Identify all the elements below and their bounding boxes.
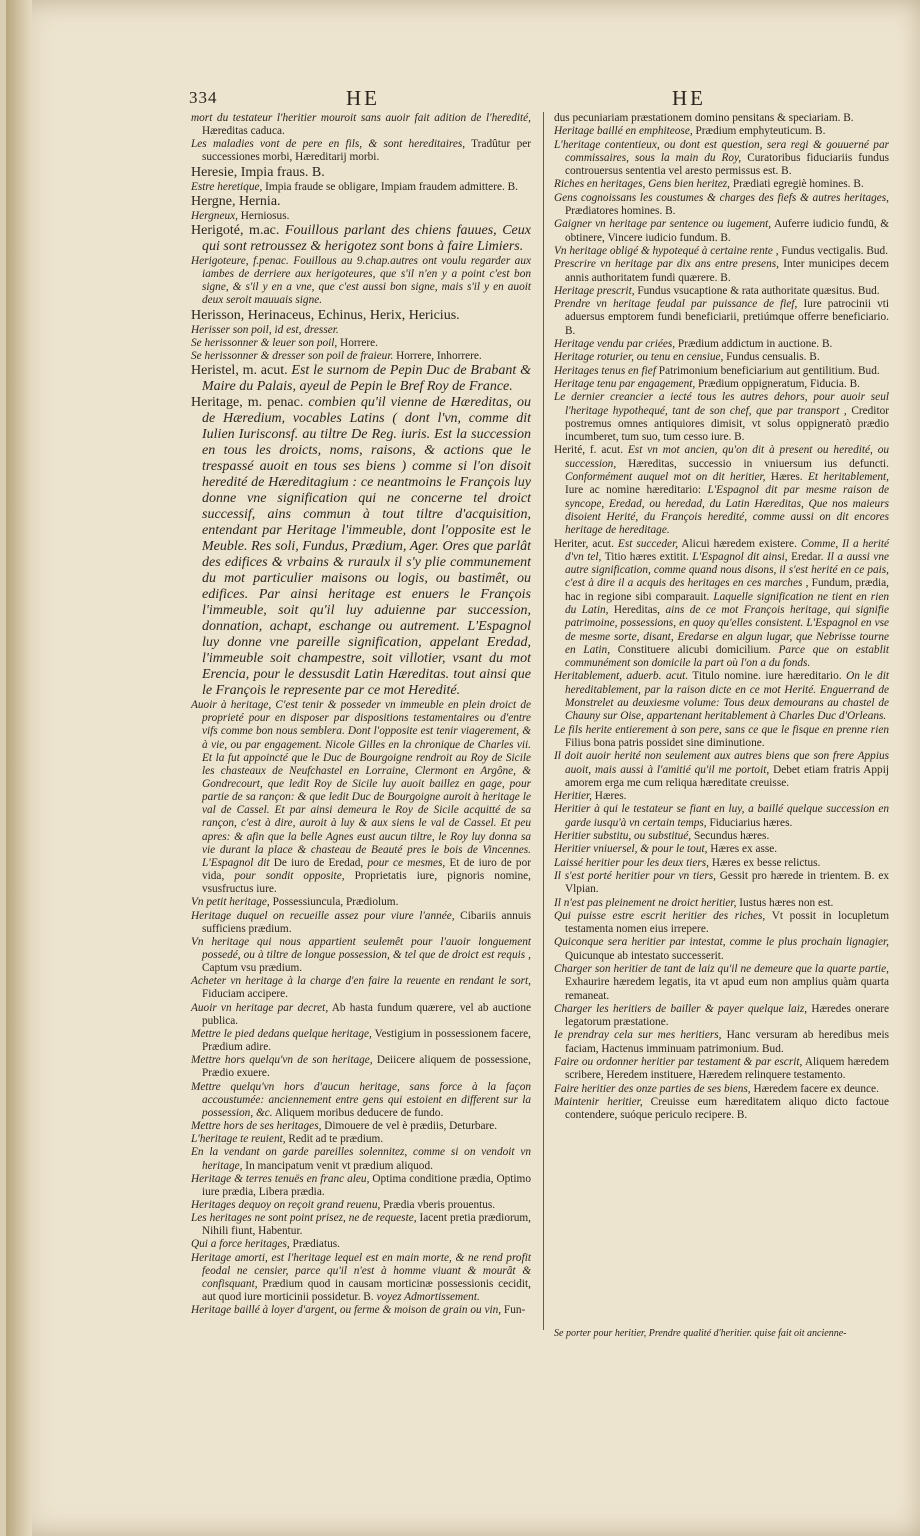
french-text: Heritage roturier, ou tenu en censiue, — [554, 351, 724, 364]
dictionary-entry — [191, 699, 531, 896]
french-text: Quiconque sera heritier par intestat, comme le plus prochain lignagier, — [554, 936, 889, 949]
french-text: Heritage baillé en emphiteose, — [554, 125, 693, 138]
dictionary-entry — [191, 936, 531, 975]
latin-text: Creuisse eum hæreditatem aliquo dicto factoue contendere, suóque periculo recipere. B. — [565, 1095, 889, 1122]
french-text: Herigoteure, f.penac. Fouillous au 9.chap.autres ont voulu regarder aux iambes de derriere aux herigoteures, que s'il n'en y a point c'est bon signe, & s'il y en a vne, que c'est aussi bon signe, mais s'il y en auoit deux seroit mauuais signe. — [191, 254, 531, 307]
latin-text: Dimouere de vel è prædiis, Deturbare. — [321, 1120, 498, 1133]
latin-text: Prædiati egregiè homines. B. — [730, 178, 864, 191]
running-head-left: HE — [346, 86, 380, 110]
french-text: Les maladies vont de pere en fils, & sont hereditaires, — [191, 138, 466, 151]
latin-text: Cibariis annuis sufficiens prædium. — [202, 909, 532, 935]
french-text: Vn petit heritage, — [191, 896, 270, 909]
latin-text: Iure ac nomine hæreditario: — [565, 484, 708, 497]
dictionary-entry — [191, 1081, 531, 1120]
dictionary-entry — [191, 1304, 531, 1317]
latin-text: Herisson, Herinaceus, Echinus, Herix, Hericius. — [191, 307, 460, 323]
latin-text: Tradûtur per successiones morbi, Hæreditarij morbi. — [202, 138, 531, 164]
french-text: Heritages tenus en fief — [554, 364, 656, 377]
latin-text: Horrere. — [337, 336, 379, 349]
dictionary-entry — [554, 870, 889, 897]
french-text: Est vn mot ancien, qu'on dit à present ou heredité, ou succession, — [565, 444, 890, 470]
dictionary-entry — [191, 181, 531, 194]
french-text: On le dit hereditablement, par la raison dicte en ce mot Herité. Enguerrand de Monstrelet au deuxiesme volume: Tous deux demourans au chastel de Chauny sur Oise, appartenant heritablement à Charles Duc d'Orleans. — [565, 670, 889, 723]
dictionary-entry — [554, 843, 889, 856]
french-text: Heritage prescrit, — [554, 284, 635, 297]
dictionary-entry — [554, 112, 889, 125]
french-text: En la vendant on garde pareilles solennitez, comme si on vendoit vn heritage, — [191, 1146, 531, 1172]
french-text: Heritier vniuersel, & pour le tout, — [554, 843, 708, 856]
french-text: Heritier, — [554, 790, 592, 803]
dictionary-entry — [554, 910, 889, 937]
latin-text: Alicui hæredem existere. — [678, 537, 801, 550]
french-text: Faire ou ordonner heritier par testament & par escrit, — [554, 1056, 803, 1069]
dictionary-entry — [554, 750, 889, 790]
french-text: Herisser son poil, id est, dresser. — [191, 323, 339, 336]
dictionary-entry — [554, 444, 889, 537]
french-text: Parce que on establit communément son domicile la part où l'on a du fonds. — [565, 643, 889, 670]
latin-text: Prædia vberis prouentus. — [380, 1198, 496, 1211]
french-text: Les heritages ne sont point prisez, ne de requeste, — [191, 1212, 417, 1225]
french-text: Heritages dequoy on reçoit grand reuenu, — [191, 1198, 381, 1211]
latin-text: Aliquem moribus deducere de fundo. — [272, 1106, 444, 1119]
dictionary-entry — [554, 192, 889, 219]
french-text: L'Espagnol dit ainsi, — [692, 550, 788, 563]
latin-text: Debet etiam fratris Appij amorem erga me cum reliqua hæreditate creuisse. — [565, 763, 889, 789]
latin-text: Filius bona patris possidet sine diminutione. — [565, 736, 765, 749]
french-text: Le dernier creancier a iecté tous les autres dehors, pour auoir seul l'heritage hypothequé, tant de son chef, que par transport , — [554, 391, 889, 417]
right-column — [554, 112, 889, 1123]
french-text: ains de ce mot François heritage, qui signifie patrimoine, possessions, en quoy qu'elles consistent. L'Espagnol en vse de mesme sorte, disant, Eredarse en algun lugar, que Nebrisse tourne en Latin, — [565, 603, 890, 656]
dictionary-entry — [191, 1120, 531, 1133]
latin-text: Exhaurire hæredem legatis, ita vt apud eum non amplius quàm quarta remaneat. — [565, 976, 889, 1002]
dictionary-entry — [554, 1029, 889, 1056]
french-text: Se herissonner & leuer son poil, — [191, 336, 338, 349]
french-text: Acheter vn heritage à la charge d'en faire la reuente en rendant le sort, — [191, 975, 531, 988]
dictionary-entry — [554, 1083, 889, 1096]
french-text: Auoir vn heritage par decret, — [191, 1001, 329, 1014]
french-text: Riches en heritages, Gens bien heritez, — [554, 178, 731, 191]
french-text: Laquelle signification ne tient en rien du Latin, — [565, 590, 889, 616]
latin-text: Hæredes onerare legatorum præstatione. — [565, 1002, 889, 1029]
french-text: voyez Admortissement. — [376, 1291, 480, 1304]
latin-text: Possessiuncula, Prædiolum. — [269, 896, 399, 909]
dictionary-entry — [554, 538, 889, 671]
dictionary-entry — [554, 963, 889, 1003]
dictionary-entry — [191, 1002, 531, 1028]
french-text: Il a aussi vne autre signification, comme quand nous disons, il s'est herité en ce pais, c'est à dire il a acquis des heritages en ces marches , — [565, 550, 890, 590]
latin-text: Deiicere aliquem de possessione, Prædio exuere. — [202, 1054, 531, 1080]
latin-text: Vt possit in locupletum testamenta nomen eius irrepere. — [565, 909, 889, 936]
french-text: mort du testateur l'heritier mouroit sans auoir fait adition de l'heredité, — [191, 112, 531, 124]
french-text: Et heritablement, — [808, 471, 890, 484]
latin-text: Impia fraude se obligare, Impiam fraudem admittere. B. — [262, 180, 518, 193]
dictionary-entry — [191, 1199, 531, 1212]
latin-text: Fiduciam accipere. — [202, 988, 288, 1001]
book-page — [6, 0, 920, 1536]
latin-text: Iacent pretia prædiorum, Nihili fiunt, Habentur. — [202, 1212, 531, 1238]
latin-text: Prædium oppigneratum, Fiducia. B. — [695, 377, 860, 390]
latin-text: Gessit pro hærede in trientem. B. ex Vlpian. — [565, 869, 889, 896]
dictionary-entry — [191, 975, 531, 1001]
french-text: L'heritage contentieux, ou dont est question, sera regi & gouuerné par commissaires, sous la main du Roy, — [554, 138, 889, 164]
latin-text: Creditor postremus omnes antiquiores dimisit, vt solus oppigneratò prædio incumberet, tum suo, tum cesso iure. B. — [565, 404, 889, 444]
latin-text: Hæredem facere ex deunce. — [750, 1082, 879, 1095]
latin-text: Hæres ex asse. — [707, 843, 778, 856]
dictionary-entry — [554, 1056, 889, 1083]
french-text: Prendre vn heritage feudal par puissance de fief, — [554, 298, 798, 311]
latin-text: Quicunque ab intestato successerit. — [565, 949, 724, 962]
latin-text: Fun- — [501, 1304, 526, 1317]
french-text: Hergneux, — [191, 209, 238, 222]
latin-text: Iustus hæres non est. — [736, 896, 834, 909]
dictionary-entry — [554, 790, 889, 803]
latin-text: Titulo nomine. iure hæreditario. — [688, 670, 847, 683]
dictionary-entry — [554, 670, 889, 723]
dictionary-entry — [554, 351, 889, 364]
latin-text: Curatoribus fiduciariis fundus controuersus sententia vel aresto permissus est. B. — [565, 151, 889, 178]
dictionary-entry — [191, 255, 531, 308]
latin-text: Proprietatis iure, pignoris nomine, vsusfructus iure. — [202, 870, 531, 896]
french-text: Il s'est porté heritier pour vn tiers, — [554, 869, 716, 882]
dictionary-entry — [191, 1028, 531, 1054]
latin-text: Prædium addictum in auctione. B. — [675, 338, 833, 351]
dictionary-entry — [191, 138, 531, 164]
french-text: Charger son heritier de tant de laiz qu'il ne demeure que la quarte partie, — [554, 963, 889, 975]
french-text: Gaigner vn heritage par sentence ou iugement, — [554, 218, 772, 231]
latin-text: Heresie, Impia fraus. B. — [191, 164, 325, 180]
dictionary-entry — [554, 218, 889, 245]
dictionary-entry — [191, 112, 531, 138]
latin-text: Hæres. — [765, 471, 808, 484]
latin-text: Prædium quod in causam morticinæ possessionis cecidit, aut quod iure morticinii possidetur. B. — [202, 1277, 531, 1304]
french-text: Heritage amorti, est l'heritage lequel est en main morte, & ne rend profit feodal ne censier, parce qu'il n'est à homme viuant & mourât & confisquant, — [191, 1251, 531, 1290]
dictionary-entry — [191, 194, 531, 210]
dictionary-entry — [554, 936, 889, 963]
french-text: Faire heritier des onze parties de ses biens, — [554, 1082, 751, 1095]
latin-text: Hæres. — [591, 790, 627, 803]
french-text: Il n'est pas pleinement ne droict heritier, — [554, 896, 737, 909]
dictionary-entry — [554, 139, 889, 179]
latin-text: Constituere alicubi domicilium. — [610, 643, 779, 656]
dictionary-entry — [191, 308, 531, 324]
french-text: Estre heretique, — [191, 180, 263, 193]
french-text: Qui puisse estre escrit heritier des riches, — [554, 909, 766, 922]
latin-text: Heritage, m. penac. — [191, 395, 309, 411]
french-text: L'Espagnol dit par mesme raison de syncope, Eredad, ou heredad, du Latin Hæreditas, Que nos maieurs disoient Herité, du François heredité, comme aussi on dit encores heritage de hereditage. — [565, 484, 889, 537]
french-text: pour ce mesmes, — [367, 856, 446, 869]
latin-text: Patrimonium beneficiarium aut gentilitium. Bud. — [655, 364, 880, 377]
latin-text: Herigoté, m.ac. — [191, 222, 285, 238]
dictionary-entry — [191, 350, 531, 363]
latin-text: Auferre iudicio fundū, & obtinere, Vincere iudicio fundum. B. — [565, 218, 889, 244]
dictionary-entry — [191, 1173, 531, 1199]
french-text: Prescrire vn heritage par dix ans entre presens, — [554, 258, 779, 271]
dictionary-entry — [554, 365, 889, 378]
dictionary-entry — [554, 830, 889, 843]
catchword-line: Se porter pour heritier, Prendre qualité d'heritier. quise fait oit ancienne- — [554, 1328, 847, 1339]
latin-text: Vestigium in possessionem facere, Prædium adire. — [202, 1027, 531, 1054]
dictionary-entry — [554, 1096, 889, 1123]
french-text: Comme, Il a herité d'vn tel, — [565, 537, 889, 563]
french-text: Heritage & terres tenuës en franc aleu, — [191, 1172, 370, 1185]
latin-text: In mancipatum venit vt prædium aliquod. — [242, 1159, 433, 1172]
french-text: pour sondit opposite, — [234, 870, 345, 883]
latin-text: Heriter, acut. — [554, 537, 618, 550]
latin-text: Fundus vectigalis. Bud. — [778, 244, 889, 257]
french-text: L'heritage te reuient, — [191, 1133, 286, 1146]
latin-text: Et de iuro de por vida, — [202, 856, 531, 883]
french-text: Conformément auquel mot on dit heritier, — [565, 471, 766, 484]
latin-text: Hanc versuram ab heredibus meis faciam, Hactenus imminuam patrimonium. Bud. — [565, 1029, 890, 1055]
dictionary-entry — [191, 337, 531, 350]
dictionary-entry — [191, 1252, 531, 1305]
latin-text: Fundum, prædia, hac in regione sibi comparauit. — [565, 577, 889, 603]
latin-text: Fundus censualis. B. — [723, 351, 820, 364]
french-text: Vn heritage qui nous appartient seulemêt pour l'auoir longuement possedé, ou à tiltre de longue possession, & tel que de droict est requis , — [191, 935, 531, 961]
latin-text: Eredar. — [787, 550, 827, 563]
binding-gutter — [6, 0, 32, 1536]
french-text: Heritage vendu par criées, — [554, 338, 676, 351]
dictionary-entry — [554, 724, 889, 751]
left-column — [191, 112, 531, 1317]
french-text: Heritier à qui le testateur se fiant en luy, a baillé quelque succession en garde iusqu'à vn certain temps, — [554, 803, 889, 829]
latin-text: Horrere, Inhorrere. — [393, 349, 482, 362]
dictionary-entry — [554, 391, 889, 444]
french-text: Est le surnom de Pepin Duc de Brabant & Maire du Palais, ayeul de Pepin le Bref Roy de France. — [202, 363, 531, 395]
french-text: Est succeder, — [617, 537, 679, 550]
dictionary-entry — [554, 857, 889, 870]
dictionary-entry — [191, 395, 531, 699]
latin-text: Prædium emphyteuticum. B. — [692, 125, 826, 138]
french-text: Mettre hors quelqu'vn de son heritage, — [191, 1054, 373, 1067]
dictionary-entry — [191, 210, 531, 223]
latin-text: De iuro de Eredad, — [269, 856, 368, 869]
latin-text: Heristel, m. acut. — [191, 363, 292, 379]
latin-text: Ab hasta fundum quærere, vel ab auctione publica. — [202, 1001, 531, 1027]
latin-text: Fiduciarius hæres. — [706, 816, 793, 829]
french-text: Auoir à heritage, C'est tenir & posseder vn immeuble en plein droict de proprieté pour en disposer par dispositions testamentaires ou d'entre vifs comme bon nous semblera. Dont l'opposite est tenir viagerement, & à vie, ou par engagement. Nicole Gilles en la chronique de Charles vii. Et la fut appoincté que le Duc de Bourgoigne rendroit au Roy de Sicile les chasteaux de Neufchastel en Lorraine, Clermont en Argône, & Gondrecourt, que ledit Roy de Sicile luy auoit baillez en gage, pour partie de sa rançon: & que ledit Duc de Bourgoigne auroit à heritage le val de Cassel. Et par ainsi demeura le Roy de Sicile acquitté de sa rançon, c'est à dire, auroit à luy & aux siens le val de Cassel. Et peu apres: & afin que la belle Agnes eust aucun tiltre, le Roy luy donna sa vie durant la place & chasteau de Beauté pres le bois de Vincennes. L'Espagnol dit — [191, 699, 531, 869]
dictionary-entry — [554, 298, 889, 338]
running-head-right: HE — [672, 86, 706, 110]
latin-text: Hæreditas, successio in vniuersum ius defuncti. — [616, 457, 889, 470]
latin-text: Aliquem hæredem scribere, Heredem instituere, Hæredem relinquere testamento. — [565, 1056, 890, 1082]
french-text: combien qu'il vienne de Hæreditas, ou de Hæredium, vocables Latins ( dont l'vn, comme dit Iulien Iurisconsf. au tiltre De Reg. iuris. Est la succession en tous les droicts, noms, raisons, & actions que le trespassé auoit en tous ses biens ) comme si l'on disoit heredité de Hæreditagium : ce neantmoins le François luy donne vne signification qui ne concerne tel droict successif, ains commun à tout tiltre d'acquisition, entendant par Heritage l'immeuble, dont l'opposite est le Meuble. Res soli, Fundus, Prædium, Ager. Ores que parlât des edifices & vrbains & ruraulx il s'y plie communement du mot particulier maisons ou logis, ou bastimêt, ou edifices. Par ainsi heritage est enuers le François l'immeuble, soit qu'il luy aduienne par succession, donnation, achapt, eschange ou autrement. L'Espagnol luy donne vne pareille signification, appelant Eredad, l'immeuble soit champestre, soit villotier, vsant du mot Erencia, pour le dessusdit Latin Hæreditas. tout ainsi que le François le represente par ce mot Heredité. — [202, 395, 531, 699]
latin-text: Hæres ex besse relictus. — [709, 856, 821, 869]
dictionary-entry — [191, 1146, 531, 1172]
page-number: 334 — [189, 88, 218, 107]
french-text: Heritage duquel on recueille assez pour viure l'année, — [191, 909, 455, 922]
dictionary-entry — [554, 338, 889, 351]
latin-text: Herniosus. — [237, 209, 290, 222]
french-text: Ie prendray cela sur mes heritiers, — [554, 1029, 722, 1042]
french-text: Se herissonner & dresser son poil de fraieur. — [191, 349, 394, 362]
french-text: Laissé heritier pour les deux tiers, — [554, 856, 710, 869]
dictionary-entry — [554, 245, 889, 258]
latin-text: Fundus vsucaptione & rata authoritate quæsitus. Bud. — [634, 284, 880, 297]
dictionary-entry — [554, 285, 889, 298]
latin-text: Optima conditione prædia, Optimo iure prædia, Libera prædia. — [202, 1172, 531, 1198]
french-text: Mettre hors de ses heritages, — [191, 1120, 322, 1133]
latin-text: Redit ad te prædium. — [285, 1133, 384, 1146]
dictionary-entry — [554, 378, 889, 391]
french-text: Heritage baillé à loyer d'argent, ou ferme & moison de grain ou vin, — [191, 1304, 502, 1317]
french-text: Heritablement, aduerb. acut. — [554, 670, 689, 683]
french-text: Qui a force heritages, — [191, 1238, 290, 1251]
dictionary-entry — [554, 897, 889, 910]
dictionary-entry — [554, 125, 889, 138]
french-text: Charger les heritiers de bailler & payer quelque laiz, — [554, 1002, 808, 1015]
latin-text: Hereditas, — [608, 603, 666, 616]
latin-text: Hergne, Hernia. — [191, 193, 281, 209]
french-text: Vn heritage obligé & hypotequé à certaine rente , — [554, 244, 779, 257]
dictionary-entry — [191, 896, 531, 909]
french-text: Le fils herite entierement à son pere, sans ce que le fisque en prenne rien — [554, 723, 889, 736]
french-text: Mettre quelqu'vn hors d'aucun heritage, sans force à la façon accoustumée: anciennement entre gens qui estoient en different sur la possession, &c. — [191, 1080, 531, 1119]
dictionary-entry — [191, 1133, 531, 1146]
latin-text: dus pecuniariam præstationem domino pensitans & speciariam. B. — [554, 112, 854, 124]
latin-text: Iure patrocinii vti aduersus emptorem fundi beneficiarii, pretiúmque offerre beneficiario. B. — [565, 298, 890, 337]
dictionary-entry — [191, 363, 531, 395]
dictionary-entry — [554, 803, 889, 830]
dictionary-entry — [191, 223, 531, 255]
latin-text: Hæreditas caduca. — [202, 125, 285, 138]
french-text: Fouillous parlant des chiens fauues, Ceux qui sont retroussez & herigotez sont bons à faire Limiers. — [202, 222, 531, 254]
dictionary-entry — [191, 1238, 531, 1251]
french-text: Heritier substitu, ou substitué, — [554, 830, 692, 843]
french-text: Il doit auoir herité non seulement aux autres biens que son frere Appius auoit, mais aussi à l'amitié qu'il me portoit, — [554, 750, 889, 776]
french-text: Maintenir heritier, — [554, 1095, 643, 1108]
latin-text: Captum vsu prædium. — [202, 962, 303, 975]
latin-text: Titio hæres extitit. — [601, 550, 693, 563]
french-text: Gens cognoissans les coustumes & charges des fiefs & autres heritages, — [554, 191, 889, 204]
dictionary-entry — [191, 324, 531, 337]
latin-text: Secundus hæres. — [691, 830, 770, 843]
latin-text: Prædiatores homines. B. — [565, 205, 676, 218]
latin-text: Inter municipes decem annis authoritatem fundi quærere. B. — [565, 258, 889, 284]
dictionary-entry — [554, 178, 889, 191]
latin-text: Herité, f. acut. — [554, 444, 628, 457]
dictionary-entry — [554, 258, 889, 285]
french-text: Mettre le pied dedans quelque heritage, — [191, 1027, 372, 1040]
french-text: Heritage tenu par engagement, — [554, 377, 696, 390]
column-rule — [543, 112, 544, 1330]
dictionary-entry — [554, 1003, 889, 1030]
dictionary-entry — [191, 1212, 531, 1238]
dictionary-entry — [191, 165, 531, 181]
latin-text: Prædiatus. — [289, 1238, 340, 1251]
dictionary-entry — [191, 1054, 531, 1080]
dictionary-entry — [191, 910, 531, 936]
